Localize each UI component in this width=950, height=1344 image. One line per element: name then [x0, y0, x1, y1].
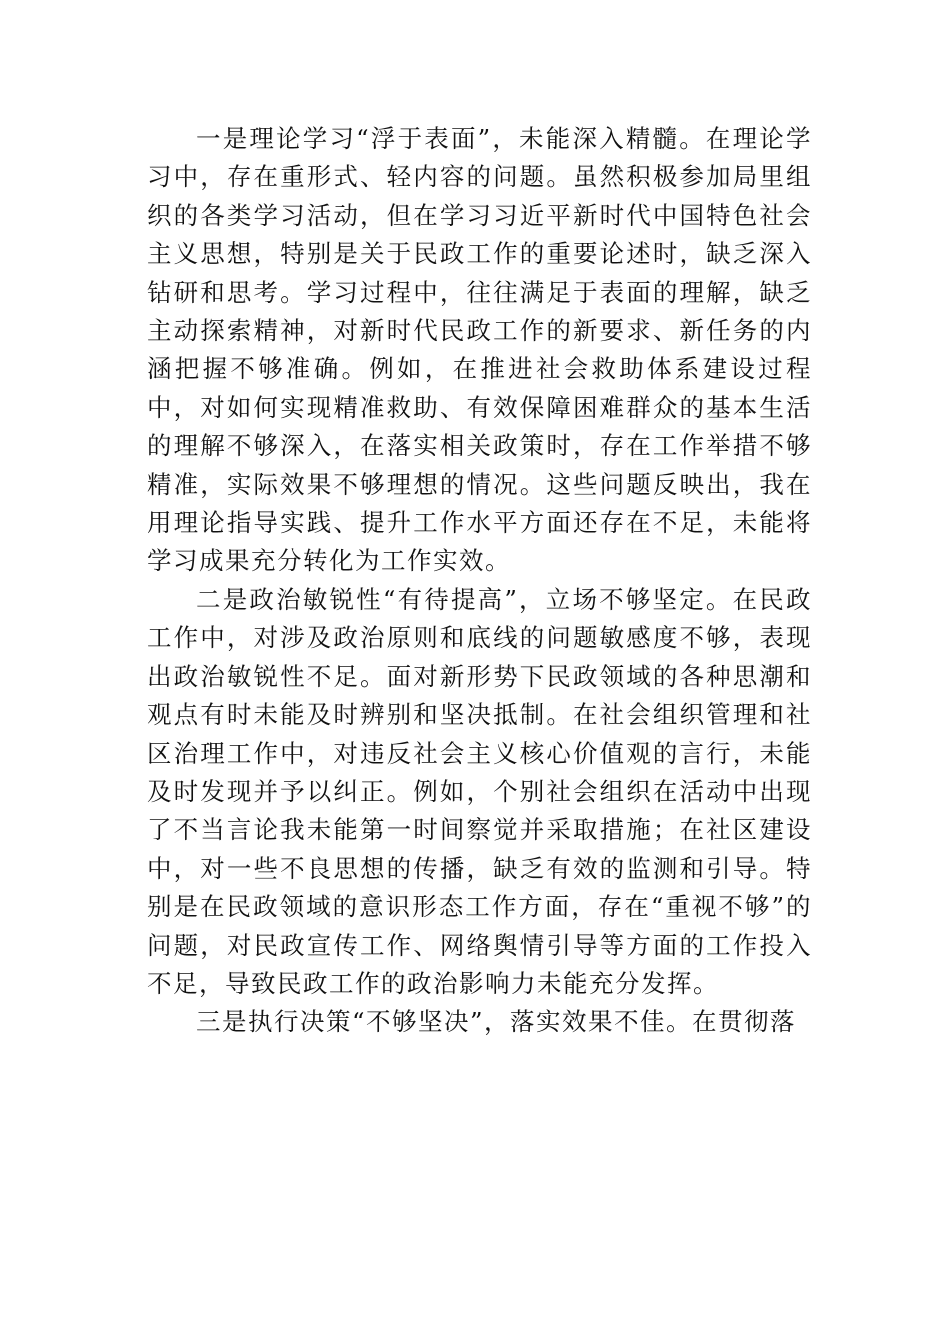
paragraph-political-sensitivity: 二是政治敏锐性“有待提高”，立场不够坚定。在民政工作中，对涉及政治原则和底线的问题敏感度不够，表现出政治敏锐性不足。面对新形势下民政领域的各种思潮和观点有时未能及时辨别和坚决抵制。在社会组织管理和社区治理工作中，对违反社会主义核心价值观的言行，未能及时发现并予以纠正。例如，个别社会组织在活动中出现了不当言论我未能第一时间察觉并采取措施；在社区建设中，对一些不良思想的传播，缺乏有效的监测和引导。特别是在民政领域的意识形态工作方面，存在“重视不够”的问题，对民政宣传工作、网络舆情引导等方面的工作投入不足，导致民政工作的政治影响力未能充分发挥。: [147, 584, 812, 998]
document-body: [147, 120, 812, 1042]
paragraph-decision-execution: 三是执行决策“不够坚决”，落实效果不佳。在贯彻落: [196, 1007, 797, 1037]
paragraph-theory-study: 一是理论学习“浮于表面”，未能深入精髓。在理论学习中，存在重形式、轻内容的问题。虽然积极参加局里组织的各类学习活动，但在学习习近平新时代中国特色社会主义思想，特别是关于民政工作的重要论述时，缺乏深入钻研和思考。学习过程中，往往满足于表面的理解，缺乏主动探索精神，对新时代民政工作的新要求、新任务的内涵把握不够准确。例如，在推进社会救助体系建设过程中，对如何实现精准救助、有效保障困难群众的基本生活的理解不够深入，在落实相关政策时，存在工作举措不够精准，实际效果不够理想的情况。这些问题反映出，我在用理论指导实践、提升工作水平方面还存在不足，未能将学习成果充分转化为工作实效。: [147, 124, 812, 576]
